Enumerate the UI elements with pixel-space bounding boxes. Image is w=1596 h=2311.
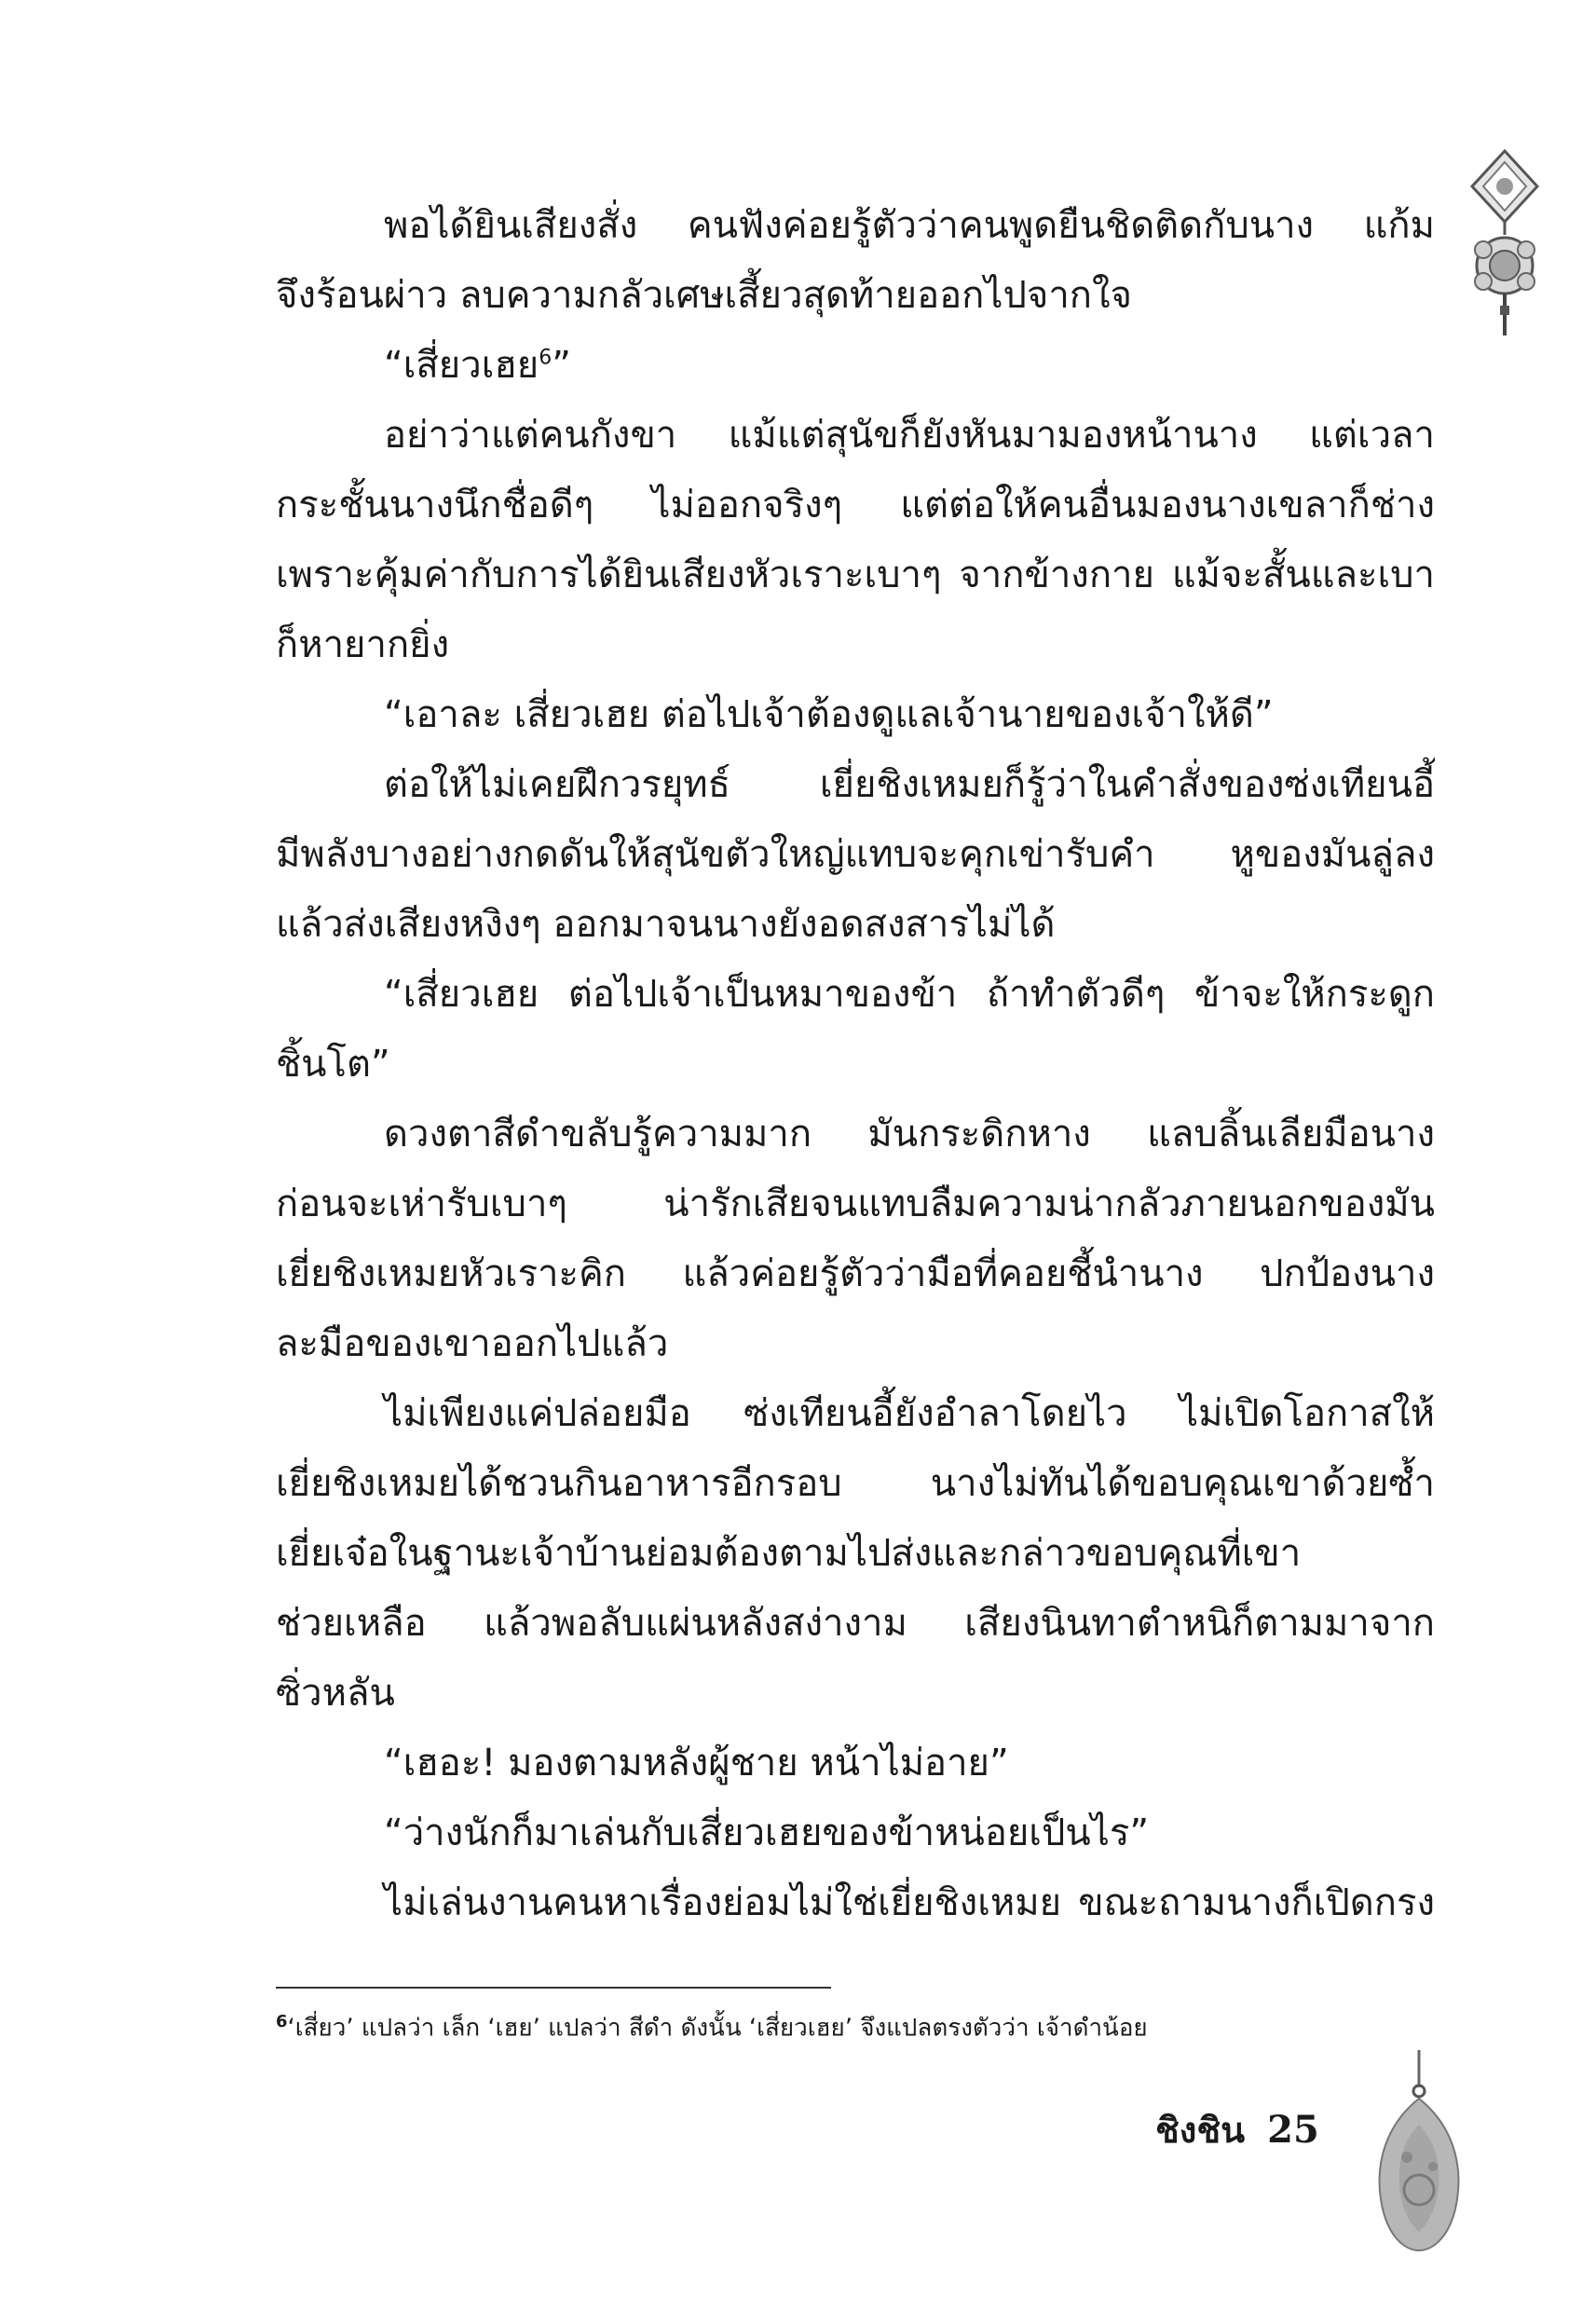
text-line xyxy=(276,1309,1435,1379)
text-line xyxy=(276,1030,1435,1100)
text-line xyxy=(276,1169,1435,1239)
text-line-content: ซิ่วหลัน xyxy=(276,1672,395,1715)
decorative-knot-ornament-icon xyxy=(1463,149,1547,345)
text-line xyxy=(276,890,1435,960)
text-line-content: ช่วยเหลือ แล้วพอลับแผ่นหลังสง่างาม เสียงนินทาตำหนิก็ตามมาจาก xyxy=(276,1602,1435,1645)
page-footer xyxy=(1155,2101,1319,2157)
text-line-content: ดวงตาสีดำขลับรู้ความมาก มันกระดิกหาง แลบลิ้นเลียมือนาง xyxy=(384,1113,1435,1156)
text-line-content: ชิ้นโต” xyxy=(276,1043,390,1086)
jade-pendant-icon xyxy=(1368,2050,1470,2255)
footnote xyxy=(276,2003,1394,2047)
text-line xyxy=(276,1239,1435,1309)
text-line xyxy=(276,1729,1435,1798)
text-line-content: มีพลังบางอย่างกดดันให้สุนัขตัวใหญ่แทบจะคุกเข่ารับคำ หูของมันลู่ลง xyxy=(276,833,1435,876)
footnote-reference: 6 xyxy=(539,346,552,370)
text-line xyxy=(276,820,1435,890)
text-line xyxy=(276,1379,1435,1449)
text-line xyxy=(276,1868,1435,1938)
text-line-content: อย่าว่าแต่คนกังขา แม้แต่สุนัขก็ยังหันมามองหน้านาง แต่เวลา xyxy=(384,414,1435,457)
text-line-content: “เสี่ยวเฮย xyxy=(384,344,539,387)
text-line-content: ก็หายากยิ่ง xyxy=(276,623,450,666)
text-line-content: “เสี่ยวเฮย ต่อไปเจ้าเป็นหมาของข้า ถ้าทำตัวดีๆ ข้าจะให้กระดูก xyxy=(384,973,1435,1016)
text-line xyxy=(276,680,1435,750)
text-line xyxy=(276,750,1435,820)
page-number: 25 xyxy=(1267,2107,1319,2152)
text-line-content: จึงร้อนผ่าว ลบความกลัวเศษเสี้ยวสุดท้ายออกไปจากใจ xyxy=(276,274,1132,317)
text-line-content: ไม่เพียงแค่ปล่อยมือ ซ่งเทียนอี้ยังอำลาโดยไว ไม่เปิดโอกาสให้ xyxy=(384,1392,1435,1435)
text-line-content: ละมือของเขาออกไปแล้ว xyxy=(276,1322,669,1365)
body-text xyxy=(276,191,1435,1938)
text-line-content: ต่อให้ไม่เคยฝึกวรยุทธ์ เยี่ยชิงเหมยก็รู้ว่าในคำสั่งของซ่งเทียนอี้ xyxy=(384,763,1435,806)
text-line-content: เยี่ยเจ๋อในฐานะเจ้าบ้านย่อมต้องตามไปส่งและกล่าวขอบคุณที่เขา xyxy=(276,1532,1302,1575)
text-line-content: เยี่ยชิงเหมยหัวเราะคิก แล้วค่อยรู้ตัวว่ามือที่คอยชี้นำนาง ปกป้องนาง xyxy=(276,1252,1435,1295)
text-line-content: “เฮอะ! มองตามหลังผู้ชาย หน้าไม่อาย” xyxy=(384,1742,1009,1785)
text-line xyxy=(276,261,1435,331)
text-line-content: เพราะคุ้มค่ากับการได้ยินเสียงหัวเราะเบาๆ จากข้างกาย แม้จะสั้นและเบา xyxy=(276,554,1435,596)
text-line-content: กระชั้นนางนึกชื่อดีๆ ไม่ออกจริงๆ แต่ต่อให้คนอื่นมองนางเขลาก็ช่าง xyxy=(276,484,1435,526)
text-line-content: “เอาละ เสี่ยวเฮย ต่อไปเจ้าต้องดูแลเจ้านายของเจ้าให้ดี” xyxy=(384,693,1274,736)
text-line xyxy=(276,540,1435,610)
text-line xyxy=(276,610,1435,680)
text-line-content: เยี่ยชิงเหมยได้ชวนกินอาหารอีกรอบ นางไม่ทันได้ขอบคุณเขาด้วยซ้ำ xyxy=(276,1462,1435,1505)
closing-quote: ” xyxy=(552,344,571,387)
footnote-divider xyxy=(276,1987,831,1989)
text-line xyxy=(276,331,1435,401)
text-line xyxy=(276,1449,1435,1519)
text-line xyxy=(276,1659,1435,1729)
footnote-mark: 6 xyxy=(276,2012,288,2031)
text-line-content: แล้วส่งเสียงหงิงๆ ออกมาจนนางยังอดสงสารไม่ได้ xyxy=(276,903,1056,946)
text-line-content: พอได้ยินเสียงสั่ง คนฟังค่อยรู้ตัวว่าคนพูดยืนชิดติดกับนาง แก้ม xyxy=(384,204,1435,247)
text-line xyxy=(276,191,1435,261)
footnote-text: ‘เสี่ยว’ แปลว่า เล็ก ‘เฮย’ แปลว่า สีดำ ดังนั้น ‘เสี่ยวเฮย’ จึงแปลตรงตัวว่า เจ้าดำน้อย xyxy=(287,2014,1148,2043)
text-line xyxy=(276,471,1435,540)
text-line xyxy=(276,960,1435,1030)
book-title: ชิงชิน xyxy=(1155,2108,1246,2151)
text-line-content: ก่อนจะเห่ารับเบาๆ น่ารักเสียจนแทบลืมความน่ากลัวภายนอกของมัน xyxy=(276,1183,1435,1225)
text-line xyxy=(276,1100,1435,1169)
text-line xyxy=(276,401,1435,471)
text-line-content: “ว่างนักก็มาเล่นกับเสี่ยวเฮยของข้าหน่อยเป็นไร” xyxy=(384,1812,1150,1854)
text-line xyxy=(276,1589,1435,1659)
text-line-content: ไม่เล่นงานคนหาเรื่องย่อมไม่ใช่เยี่ยชิงเหมย ขณะถามนางก็เปิดกรง xyxy=(384,1881,1435,1924)
text-line xyxy=(276,1798,1435,1868)
text-line xyxy=(276,1519,1435,1589)
